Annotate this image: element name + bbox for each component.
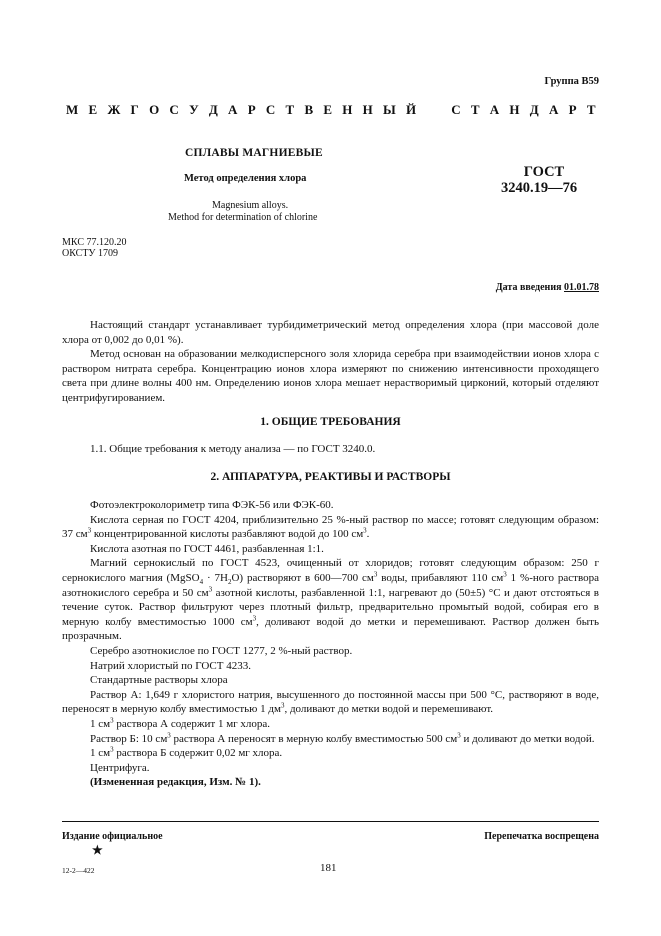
star-icon: ★: [92, 843, 103, 857]
section-1-item: 1.1. Общие требования к методу анализа — по ГОСТ 3240.0.: [90, 443, 376, 455]
standard-word-standard: С Т А Н Д А Р Т: [451, 102, 599, 117]
official-edition: Издание официальное: [62, 831, 163, 842]
intro-date-label: Дата введения: [495, 282, 564, 293]
standard-word-interstate: М Е Ж Г О С У Д А Р С Т В Е Н Н Ы Й: [66, 102, 420, 117]
english-title-line1: Magnesium alloys.: [212, 200, 289, 211]
item-solution-b: Раствор Б: 10 $см^3$ раствора А переносят в мерную колбу вместимостью 500 $см^3$ и доливают до метки водой.: [90, 730, 595, 745]
gost-number: 3240.19—76: [500, 180, 578, 196]
item-solution-b-content: 1 $см^3$ раствора Б содержит 0,02 мг хлора.: [90, 745, 283, 760]
section-1-heading: 1. ОБЩИЕ ТРЕБОВАНИЯ: [260, 416, 401, 428]
document-subtitle: Метод определения хлора: [184, 173, 307, 184]
footer-divider: [62, 821, 599, 822]
item-silver-nitrate: Серебро азотнокислое по ГОСТ 1277, 2 %-ный раствор.: [90, 644, 353, 657]
item-solution-a: Раствор А: 1,649 г хлористого натрия, высушенного до постоянной массы при 500 °С, растворяют в воде, переносят в мерную колбу вместимостью 1 $дм^3$, доливают до метки водой и перемешивают.: [62, 688, 599, 716]
group-code: Группа В59: [544, 76, 599, 87]
print-code: 12-2—422: [62, 866, 95, 875]
section-2-heading: 2. АППАРАТУРА, РЕАКТИВЫ И РАСТВОРЫ: [210, 471, 451, 483]
document-title: СПЛАВЫ МАГНИЕВЫЕ: [185, 147, 323, 159]
item-sodium-chloride: Натрий хлористый по ГОСТ 4233.: [90, 659, 251, 672]
english-title-line2: Method for determination of chlorine: [168, 212, 318, 223]
mks-code: МКС 77.120.20: [62, 237, 127, 248]
intro-paragraphs: [62, 318, 599, 406]
item-solution-a-content: 1 $см^3$ раствора А содержит 1 мг хлора.: [90, 716, 271, 730]
section-2-body: [62, 498, 599, 790]
page-number: 181: [320, 862, 337, 874]
intro-date-value: 01.01.78: [564, 282, 599, 293]
item-magnesium-sulfate: Магний сернокислый по ГОСТ 4523, очищенный от хлоридов; готовят следующим образом: 250 г сернокислого магния (MgSO$_4$ · $7H_2O$) растворяют в 600—700 $см^3$ воды, прибавляют 110 $см^3$ 1 %-ного раствора азотнокислого серебра и 50 $см^3$ азотной кислоты, разбавленной 1:1, нагревают до (50±5) °С и дают отстояться в течение суток. Раствор фильтруют через плотный фильтр, предварительно промытый водой, собирая его в мерную колбу вместимостью 1000 $см^3$, доливают водой до метки и перемешивают. Раствор должен быть прозрачным.: [62, 557, 599, 643]
item-nitric-acid: Кислота азотная по ГОСТ 4461, разбавленная 1:1.: [90, 542, 324, 555]
paragraph-method: Метод основан на образовании мелкодисперсного золя хлорида серебра при взаимодействии ионов хлора с раствором нитрата серебра. Концентрацию ионов хлора измеряют по снижению интенсивности проходящего света при длине волны 400 нм. Определению ионов хлора мешает нерастворимый цирконий, который отделяют центрифугированием.: [62, 348, 599, 404]
introduction-date: [496, 282, 599, 293]
item-centrifuge: Центрифуга.: [90, 761, 150, 774]
gost-label: ГОСТ: [523, 164, 565, 180]
item-sulfuric-acid: Кислота серная по ГОСТ 4204, приблизительно 25 %-ный раствор по массе; готовят следующим образом: 37 $см^3$ концентрированной кислоты разбавляют водой до 100 $см^3$.: [62, 513, 599, 541]
standard-title: [66, 102, 599, 118]
paragraph-scope: Настоящий стандарт устанавливает турбидиметрический метод определения хлора (при массовой доле хлора от 0,002 до 0,01 %).: [62, 319, 599, 346]
okstu-code: ОКСТУ 1709: [62, 248, 119, 259]
item-photocolorimeter: Фотоэлектроколориметр типа ФЭК-56 или ФЭК-60.: [90, 499, 334, 511]
section-1-body: [62, 442, 599, 457]
amendment-note: (Измененная редакция, Изм. № 1).: [90, 776, 261, 789]
item-standard-solutions: Стандартные растворы хлора: [90, 674, 228, 687]
reprint-prohibited: Перепечатка воспрещена: [484, 831, 599, 842]
